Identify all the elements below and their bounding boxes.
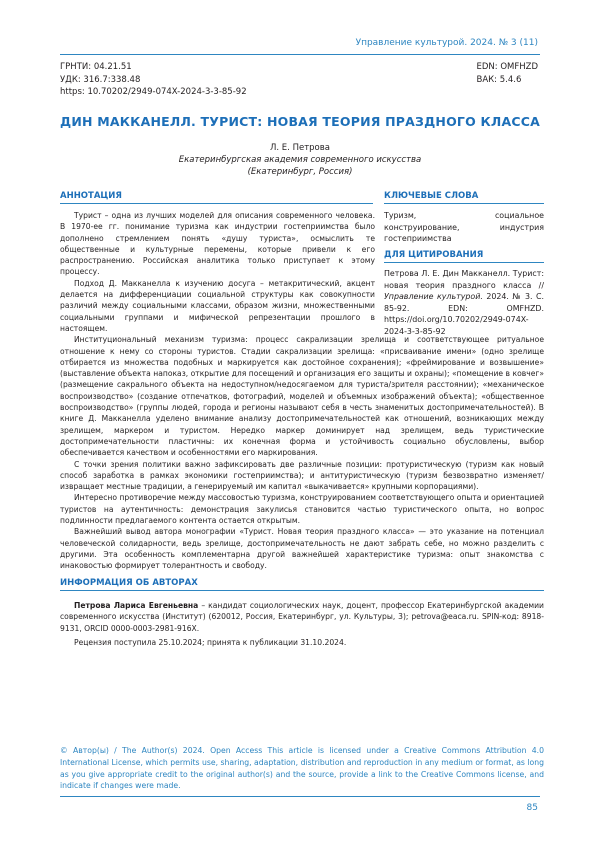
keywords-heading: КЛЮЧЕВЫЕ СЛОВА (384, 191, 479, 201)
vak-code: ВАК: 5.4.6 (476, 74, 522, 85)
grnti-code: ГРНТИ: 04.21.51 (60, 62, 132, 72)
abstract-paragraph: Турист – одна из лучших моделей для описания современного человека. В 1970-ее гг. понимание туризма как индустрии гостеприимства было дополнено стремлением понять «душу туриста», осмыслить те общественные и культурные перемены, которые привели к его распространению. Российская аналитика только приступает к этому процессу. (60, 211, 375, 277)
author-block (60, 142, 540, 178)
footer-divider (60, 796, 540, 797)
abstract-body (60, 210, 544, 572)
authors-divider (60, 590, 544, 591)
abstract-paragraph: Институциональный механизм туризма: процесс сакрализации зрелища и соответствующее ритуальное отношение к нему со стороны туристов. Стадии сакрализации зрелища: «присваивание имени» (одно зрелище отбирается из множества подобных и маркируется как достойное сохранения); «фреймирование и возвышение» (выставление объекта напоказ, открытие для посещений и организация его защиты и охраны); «помещение в ковчег» (размещение сакрального объекта на недоступном/недосягаемом для туриста/зрителя расстоянии); «механическое воспроизводство» (создание отпечатков, фотографий, моделей и объемных изображений объекта); «общественное воспроизводство» (группы людей, города и регионы называют себя в честь знаменитых достопримечательностей). В книге Д. Макканелла уделено внимание анализу достопримечательностей как отношений, возникающих между зрелищем, маркером и туристом. Нередко маркер доминирует над зрелищем, ведь туристические достопримечательности пластичны: их конечная форма и устойчивость социально обусловлены, выбор обеспечивается качеством и особенностями его маркирования. (60, 335, 544, 458)
page-number: 85 (526, 803, 538, 813)
journal-header: Управление культурой. 2024. № 3 (11) (355, 38, 538, 48)
keywords-text: Туризм, социальное конструирование, индустрия гостеприимства (384, 211, 544, 244)
license-notice: © Автор(ы) / The Author(s) 2024. Open Access This article is licensed under a Creative Commons Attribution 4.0 International License, which permits use, sharing, adaptation, distribution and reproduction in any medium or format, as long as you give appropriate credit to the original author(s) and the source, provide a link to the Creative Commons license, and indicate if changes were made. (60, 746, 544, 791)
citation-part-a: Петрова Л. Е. Дин Макканелл. Турист: новая теория праздного класса // (384, 269, 544, 290)
abstract-paragraph: С точки зрения политики важно зафиксировать две различные позиции: протуристическую (туризм как новый способ заработка в рамках экономики гостеприимства); и антитуристическую (туризм безвозвратно изменяет/извращает местные традиции, а генерируемый им капитал «выкачивается» крупными корпорациями). (60, 459, 544, 492)
author-info-paragraph (60, 600, 544, 634)
author-full-name: Петрова Лариса Евгеньевна (74, 601, 199, 610)
citation-heading: ДЛЯ ЦИТИРОВАНИЯ (384, 250, 484, 260)
citation-journal: Управление культурой. (384, 292, 483, 302)
authors-body (60, 600, 544, 651)
author-city: (Екатеринбург, Россия) (247, 167, 353, 177)
abstract-paragraph: Интересно противоречие между массовостью туризма, конструированием соответствующего опыта и ориентацией туристов на аутентичность: демонстрация закулисья становится частью туристического опыта, но вопрос подлинности предлагаемого контента остается открытым. (60, 493, 544, 526)
article-title: ДИН МАККАНЕЛЛ. ТУРИСТ: НОВАЯ ТЕОРИЯ ПРАЗДНОГО КЛАССА (60, 114, 540, 129)
doi-link[interactable]: https: 10.70202/2949-074X-2024-3-3-85-92 (60, 87, 247, 97)
author-affiliation: Екатеринбургская академия современного искусства (178, 155, 422, 165)
abstract-heading: АННОТАЦИЯ (60, 191, 122, 201)
authors-heading: ИНФОРМАЦИЯ ОБ АВТОРАХ (60, 578, 198, 588)
author-details: – кандидат социологических наук, доцент, профессор Екатеринбургской академии современного искусства (Институт) (620012, Россия, Екатеринбург, ул. Культуры, 3); petrova@eaca.ru. SPIN-код: 8918-9131, ORCID 0000-0003-2981-916X. (60, 601, 544, 633)
abstract-divider (60, 203, 373, 204)
edn-code: EDN: OMFHZD (476, 62, 538, 72)
keywords-divider (384, 203, 544, 204)
udk-code: УДК: 316.7:338.48 (60, 74, 141, 85)
author-name: Л. Е. Петрова (270, 143, 330, 153)
header-divider (60, 54, 540, 55)
meta-right (476, 61, 538, 86)
meta-left (60, 61, 247, 99)
abstract-paragraph: Подход Д. Макканелла к изучению досуга – метакритический, акцент делается на дифференциации социальной структуры как совокупности различий между социальными классами, образом жизни, множественными социальными группами и мифической репрезентации прошлого в настоящем. (60, 278, 375, 333)
abstract-paragraph: Важнейший вывод автора монографии «Турист. Новая теория праздного класса» — это указание на потенциал человеческой солидарности, ведь зрелище, достопримечательность не дают забрать себе, но можно разделить с другими. Эта особенность комплементарна другой важнейшей характеристике туризма: опыт знакомства с инаковостью формирует толерантность и свободу. (60, 527, 544, 571)
citation-part-b: 2024. № 3. С. 85-92. EDN: OMFHZD. https://doi.org/10.70202/2949-074X-2024-3-3-85-92 (384, 292, 544, 336)
review-dates: Рецензия поступила 25.10.2024; принята к публикации 31.10.2024. (74, 637, 347, 647)
